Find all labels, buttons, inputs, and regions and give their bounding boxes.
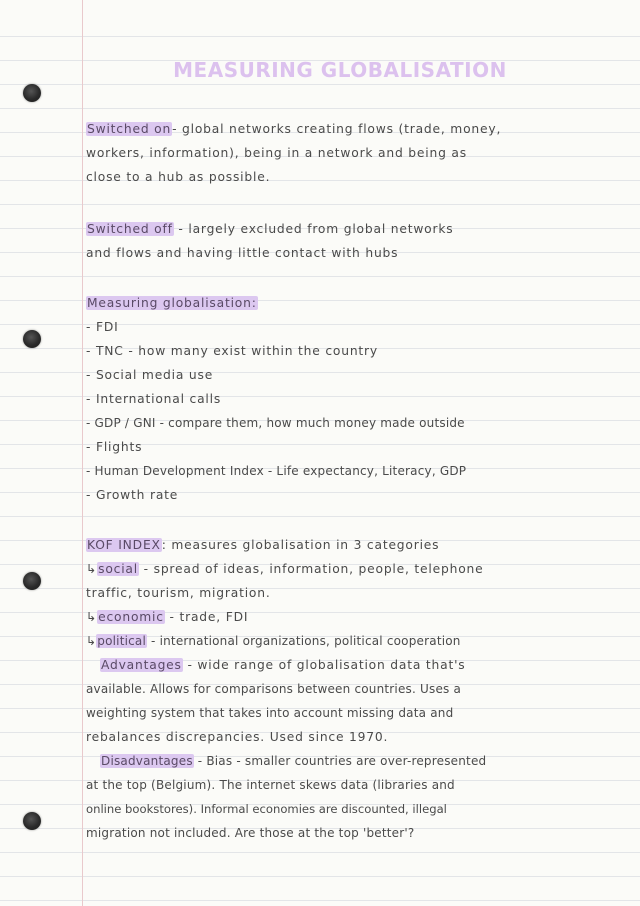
kof-economic-term: economic (98, 610, 164, 624)
text-line: and flows and having little contact with hubs (86, 246, 399, 260)
text-line: traffic, tourism, migration. (86, 586, 271, 600)
disadvantages-term: Disadvantages (101, 754, 193, 768)
punch-hole (23, 330, 41, 348)
kof-social-term: social (98, 562, 138, 576)
text-line: online bookstores). Informal economies are discounted, illegal (86, 802, 447, 816)
measuring-heading-line (86, 291, 636, 315)
switched-on-text: - global networks creating flows (trade, money, (172, 122, 502, 136)
punch-hole (23, 84, 41, 102)
text-line: available. Allows for comparisons between countries. Uses a (86, 682, 462, 696)
kof-political-text: - international organizations, political cooperation (147, 634, 461, 648)
text-line: migration not included. Are those at the top 'better'? (86, 826, 415, 840)
kof-economic-line (86, 605, 636, 629)
list-item: - TNC - how many exist within the country (86, 344, 378, 358)
kof-economic-text: - trade, FDI (164, 610, 249, 624)
kof-text: : measures globalisation in 3 categories (161, 538, 440, 552)
page-title: MEASURING GLOBALISATION (173, 58, 507, 82)
switched-off-text: - largely excluded from global networks (173, 222, 454, 236)
text-line: rebalances discrepancies. Used since 1970. (86, 730, 389, 744)
text-line: at the top (Belgium). The internet skews data (libraries and (86, 778, 455, 792)
switched-on-term: Switched on (87, 122, 172, 136)
punch-hole (23, 572, 41, 590)
kof-political-line (86, 629, 636, 653)
advantages-term: Advantages (101, 658, 182, 672)
kof-social-line (86, 557, 636, 581)
disadvantages-text: - Bias - smaller countries are over-represented (193, 754, 487, 768)
arrow-icon: ↳ (86, 610, 98, 624)
measuring-heading: Measuring globalisation: (87, 296, 257, 310)
list-item: - FDI (86, 320, 119, 334)
kof-line (86, 533, 636, 557)
text-line: workers, information), being in a network and being as (86, 146, 467, 160)
margin-line (82, 0, 83, 906)
arrow-icon: ↳ (86, 562, 98, 576)
kof-social-text: - spread of ideas, information, people, telephone (138, 562, 484, 576)
switched-on-line (86, 117, 636, 141)
list-item: - Growth rate (86, 488, 179, 502)
list-item: - International calls (86, 392, 222, 406)
text-line: weighting system that takes into account missing data and (86, 706, 454, 720)
list-item: - Human Development Index - Life expectancy, Literacy, GDP (86, 464, 467, 478)
list-item: - GDP / GNI - compare them, how much money made outside (86, 416, 465, 430)
list-item: - Social media use (86, 368, 214, 382)
advantages-line (86, 653, 640, 677)
punch-hole (23, 812, 41, 830)
kof-political-term: political (97, 634, 147, 648)
list-item: - Flights (86, 440, 143, 454)
arrow-icon: ↳ (86, 634, 97, 648)
switched-off-line (86, 217, 636, 241)
switched-off-term: Switched off (87, 222, 173, 236)
text-line: close to a hub as possible. (86, 170, 271, 184)
disadvantages-line (86, 749, 640, 773)
kof-term: KOF INDEX (87, 538, 161, 552)
advantages-text: - wide range of globalisation data that's (182, 658, 466, 672)
